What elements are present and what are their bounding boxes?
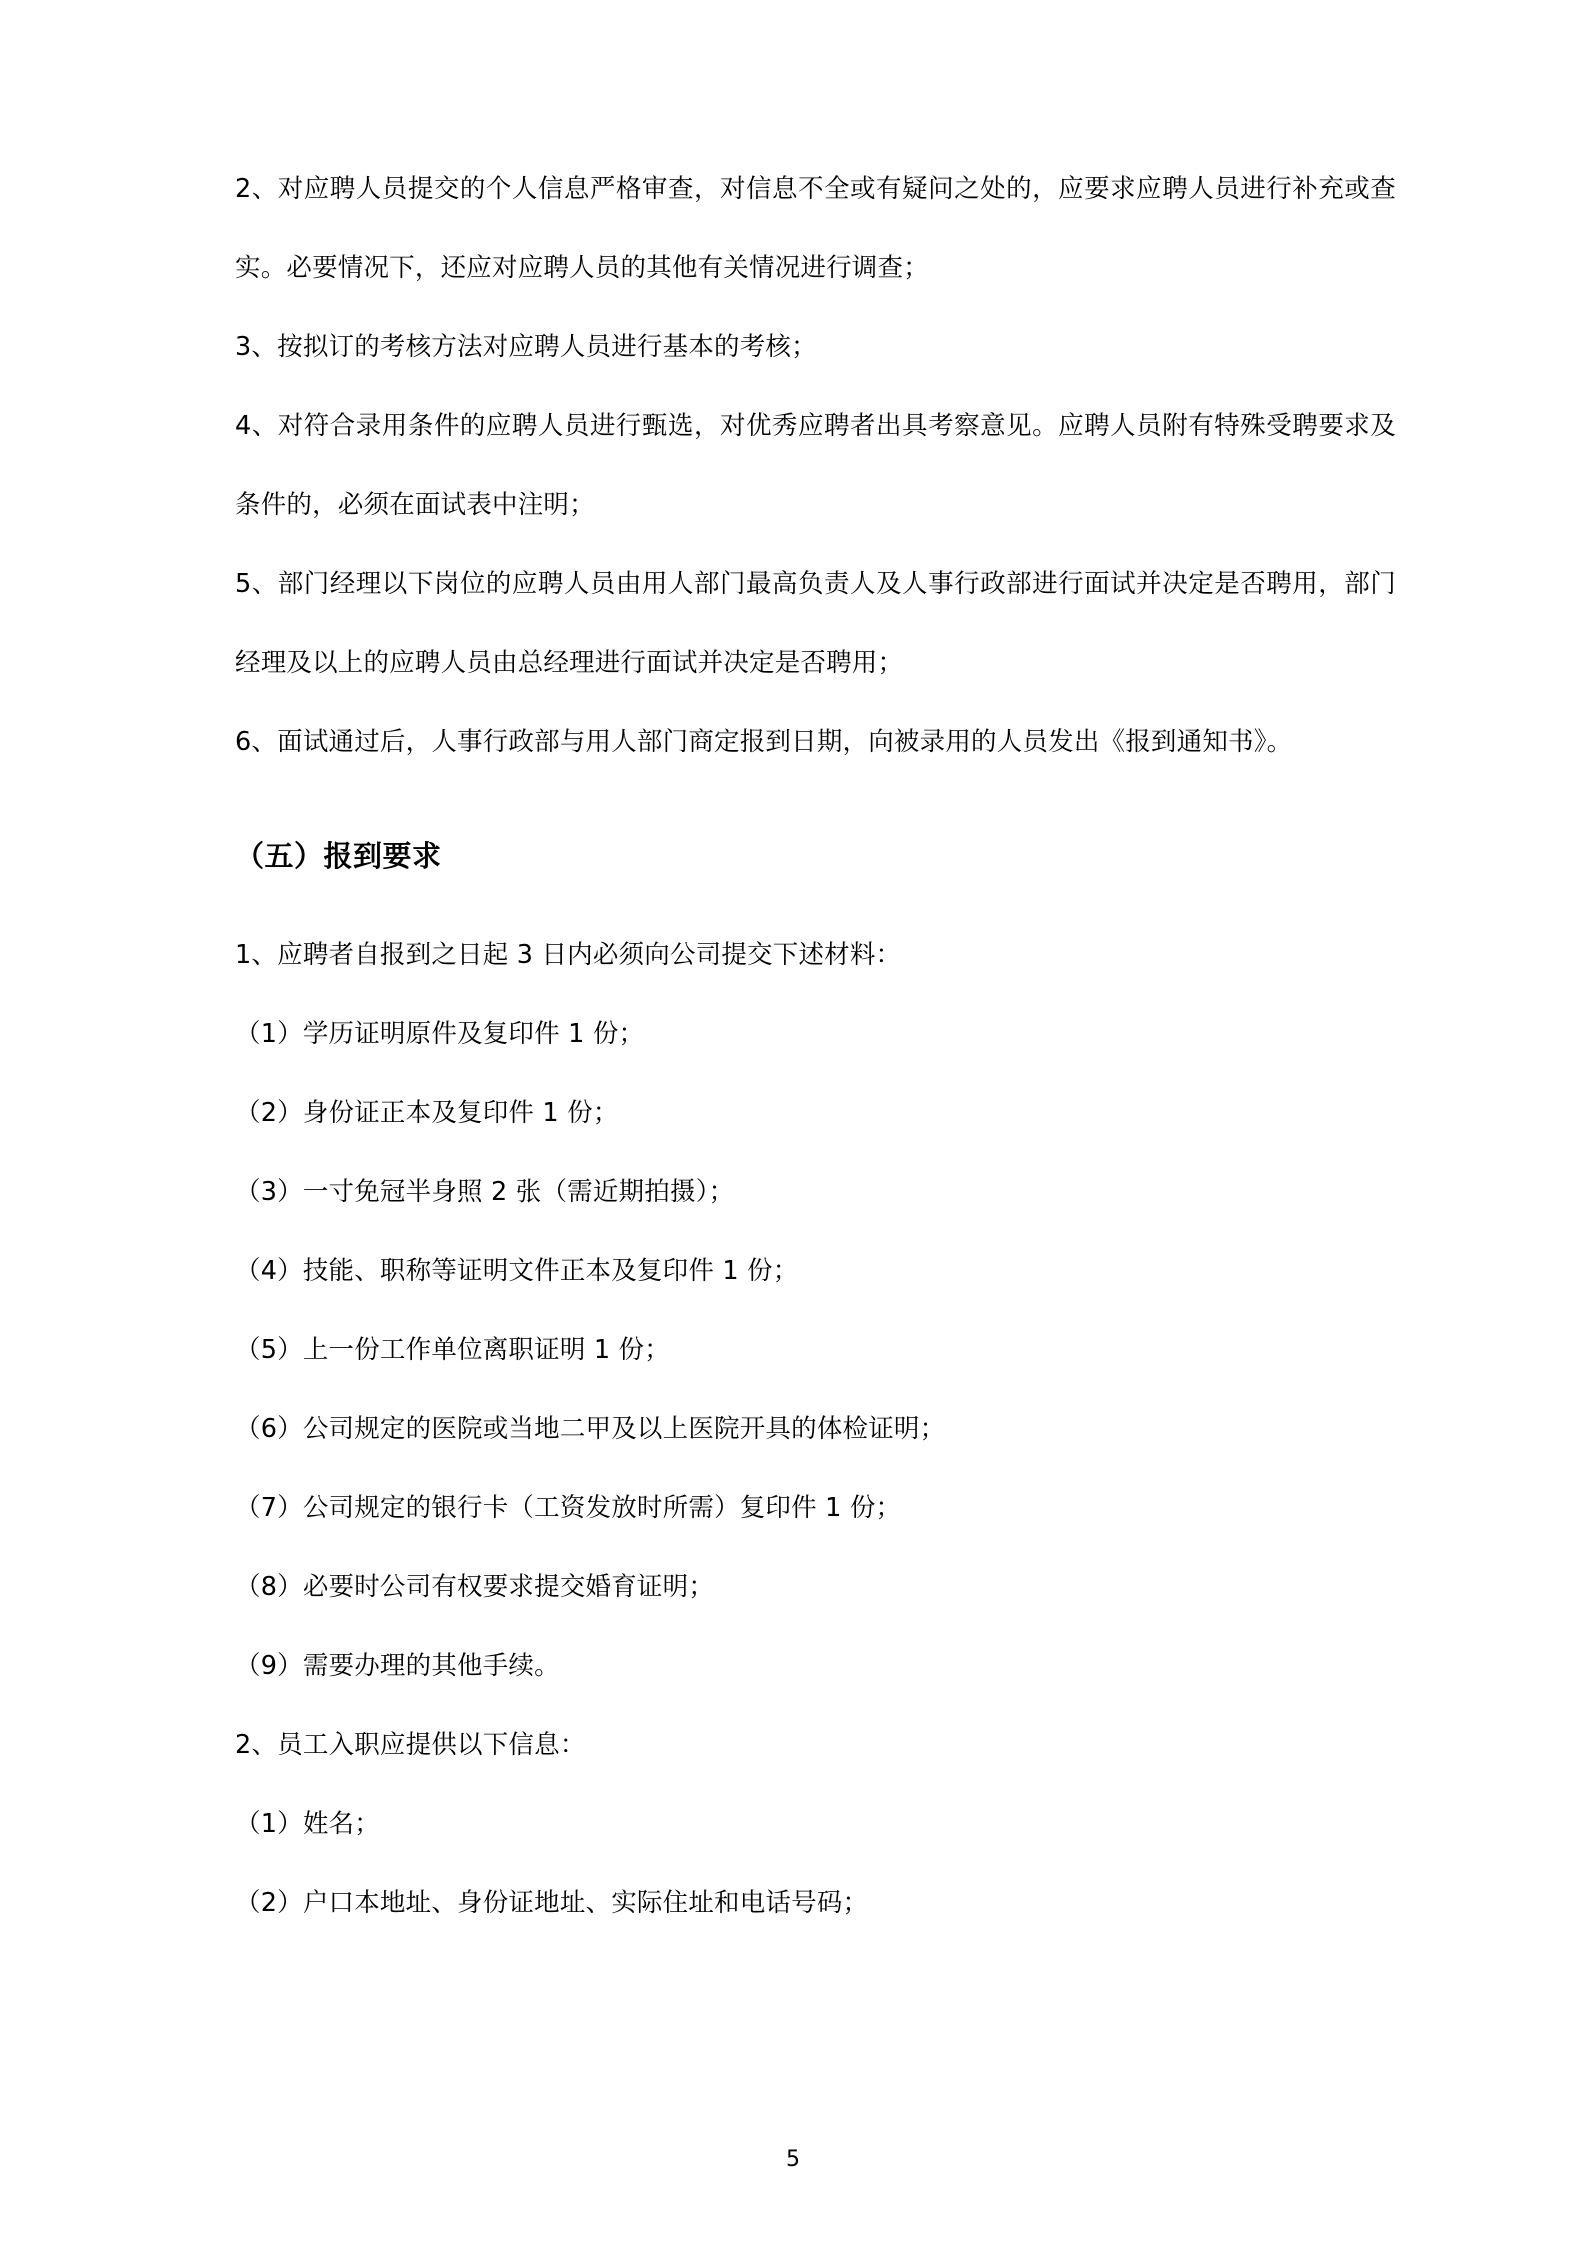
paragraph-req-1: 1、应聘者自报到之日起 3 日内必须向公司提交下述材料：: [235, 940, 902, 970]
paragraph-item-3: 3、按拟订的考核方法对应聘人员进行基本的考核；: [235, 332, 817, 362]
paragraph-req-2: 2、员工入职应提供以下信息：: [235, 1730, 586, 1760]
paragraph-req-1-8: （8）必要时公司有权要求提交婚育证明；: [235, 1572, 715, 1602]
paragraph-req-1-3: （3）一寸免冠半身照 2 张（需近期拍摄）；: [235, 1177, 735, 1207]
paragraph-req-1-6: （6）公司规定的医院或当地二甲及以上医院开具的体检证明；: [235, 1414, 946, 1444]
paragraph-req-2-1: （1）姓名；: [235, 1809, 380, 1839]
paragraph-req-2-2: （2）户口本地址、身份证地址、实际住址和电话号码；: [235, 1888, 869, 1918]
paragraph-req-1-9: （9）需要办理的其他手续。: [235, 1651, 560, 1681]
paragraph-item-6: 6、面试通过后，人事行政部与用人部门商定报到日期，向被录用的人员发出《报到通知书》。: [235, 727, 1293, 757]
section-heading-report-requirements: （五）报到要求: [235, 839, 442, 873]
paragraph-item-4: 4、对符合录用条件的应聘人员进行甄选，对优秀应聘者出具考察意见。应聘人员附有特殊受聘要求及条件的，必须在面试表中注明；: [235, 411, 1396, 520]
paragraph-item-5: 5、部门经理以下岗位的应聘人员由用人部门最高负责人及人事行政部进行面试并决定是否聘用，部门经理及以上的应聘人员由总经理进行面试并决定是否聘用；: [235, 569, 1396, 678]
paragraph-req-1-7: （7）公司规定的银行卡（工资发放时所需）复印件 1 份；: [235, 1493, 902, 1523]
paragraph-req-1-5: （5）上一份工作单位离职证明 1 份；: [235, 1335, 670, 1365]
paragraph-item-2: 2、对应聘人员提交的个人信息严格审查，对信息不全或有疑问之处的，应要求应聘人员进行补充或查实。必要情况下，还应对应聘人员的其他有关情况进行调查；: [235, 174, 1396, 283]
paragraph-req-1-4: （4）技能、职称等证明文件正本及复印件 1 份；: [235, 1256, 799, 1286]
paragraph-req-1-1: （1）学历证明原件及复印件 1 份；: [235, 1019, 645, 1049]
page-number: 5: [786, 2147, 800, 2172]
paragraph-req-1-2: （2）身份证正本及复印件 1 份；: [235, 1098, 619, 1128]
